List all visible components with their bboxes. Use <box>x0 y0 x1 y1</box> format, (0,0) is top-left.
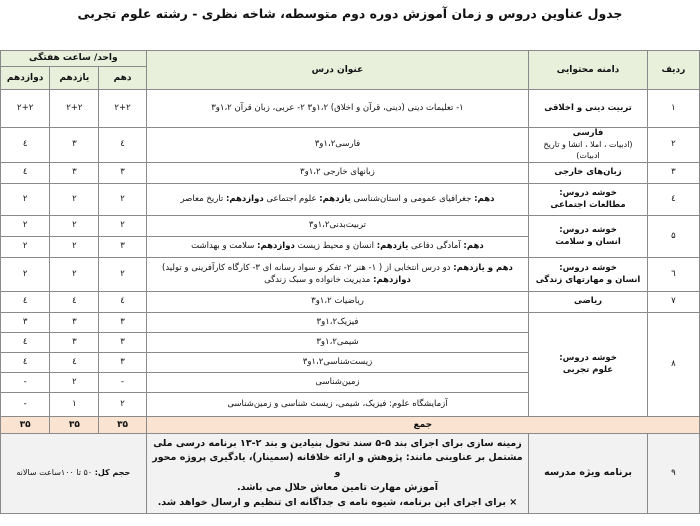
domain-cell <box>529 128 648 163</box>
domain-cell: تربیت دینی و اخلاقی <box>529 90 648 128</box>
special-program-row <box>1 434 700 514</box>
domain-sublabel: (ادبیات ، املا ، انشا و تاریخ ادبیات) <box>543 139 633 160</box>
course-text: دو درس انتخابی از ( ۱- هنر ۲- تفکر و سواد رسانه ای ۳- کارگاه کارآفرینی و تولید) <box>162 263 454 274</box>
grade11-cell: ۱ <box>50 393 99 417</box>
volume-cell <box>1 434 147 514</box>
grade12-cell: ۲+۲ <box>1 90 50 128</box>
header-grade11: یازدهم <box>50 67 99 90</box>
course-text: تاریخ معاصر <box>180 193 226 204</box>
course-cell: فارسی۱،۲و۳ <box>146 128 529 163</box>
grade11-cell: ۳ <box>50 313 99 333</box>
course-text: مدیریت خانواده و سبک زندگی <box>264 274 374 285</box>
radif-cell: ۵ <box>647 216 699 258</box>
table-row <box>1 128 700 163</box>
grade12-cell: ۲ <box>1 216 50 237</box>
sum-grade10: ۳۵ <box>99 417 146 434</box>
sum-grade11: ۳۵ <box>50 417 99 434</box>
course-cell <box>146 258 529 292</box>
domain-label: فارسی <box>572 128 604 139</box>
curriculum-table <box>0 50 700 514</box>
grade12-cell: ۲ <box>1 258 50 292</box>
course-cell: آزمایشگاه علوم: فیزیک، شیمی، زیست شناسی و زمین‌شناسی <box>146 393 529 417</box>
grade11-cell: ۳ <box>50 128 99 163</box>
grade12-cell: ۲ <box>1 184 50 216</box>
course-cell: زمین‌شناسی <box>146 373 529 393</box>
grade11-cell: ۲ <box>50 237 99 258</box>
page-title: جدول عناوین دروس و زمان آموزش دوره دوم متوسطه، شاخه نظری - رشته علوم تجربی <box>77 6 623 21</box>
table-row <box>1 313 700 333</box>
header-weekly-units: واحد/ ساعت هفتگی <box>1 51 147 67</box>
header-grade12: دوازدهم <box>1 67 50 90</box>
domain-sublabel: علوم تجربی <box>562 364 614 375</box>
table-row <box>1 184 700 216</box>
grade11-cell: ۲ <box>50 184 99 216</box>
grade12-cell: ٤ <box>1 128 50 163</box>
header-course-title: عنوان درس <box>146 51 529 90</box>
table-row <box>1 258 700 292</box>
domain-label: خوشه دروس: <box>559 263 617 274</box>
description-line: زمینه سازی برای اجرای بند ۵-۵ سند تحول بنیادین و بند ۲-۱۳ برنامه درسی ملی <box>153 437 522 449</box>
grade12-cell: ٤ <box>1 292 50 313</box>
grade10-cell: ۳ <box>99 237 146 258</box>
course-text: سلامت و بهداشت <box>191 241 258 252</box>
course-cell: شیمی۱،۲و۳ <box>146 333 529 353</box>
course-text: آمادگی دفاعی <box>408 241 464 252</box>
grade11-cell: ۲ <box>50 258 99 292</box>
grade-label: دهم: <box>463 241 484 252</box>
radif-cell: ٤ <box>647 184 699 216</box>
grade-label: دوازدهم: <box>257 241 295 252</box>
grade11-cell: ۳ <box>50 163 99 184</box>
table-row <box>1 216 700 237</box>
table-row <box>1 163 700 184</box>
course-text: علوم اجتماعی <box>263 193 320 204</box>
grade10-cell: ۳ <box>99 333 146 353</box>
grade-label: دهم: <box>474 193 495 204</box>
grade11-cell: ۳ <box>50 333 99 353</box>
course-cell <box>146 237 529 258</box>
grade12-cell: - <box>1 393 50 417</box>
course-cell: زبانهای خارجی ۱،۲و۳ <box>146 163 529 184</box>
header-grade10: دهم <box>99 67 146 90</box>
course-cell: فیزیک۱،۲و۳ <box>146 313 529 333</box>
radif-cell: ۳ <box>647 163 699 184</box>
domain-sublabel: انسان و سلامت <box>555 236 621 247</box>
grade-label: یازدهم: <box>319 193 351 204</box>
grade10-cell: ۲ <box>99 393 146 417</box>
course-text: انسان و محیط زیست <box>294 241 377 252</box>
course-cell: تربیت‌بدنی۱،۲و۳ <box>146 216 529 237</box>
grade10-cell: ۳ <box>99 353 146 373</box>
sum-label: جمع <box>146 417 699 434</box>
grade11-cell: ۲ <box>50 373 99 393</box>
grade-label: دوازدهم: <box>225 193 264 204</box>
description-line: مشتمل بر عناوینی مانند: پژوهش و ارائه خلاقانه (سمینار)، یادگیری پروژه محور و <box>152 452 523 479</box>
radif-cell: ۹ <box>647 434 699 514</box>
grade10-cell: ۳ <box>99 313 146 333</box>
grade12-cell: ٤ <box>1 353 50 373</box>
grade10-cell: ۲+۲ <box>99 90 146 128</box>
domain-cell <box>529 184 648 216</box>
description-line: × برای اجرای این برنامه، شیوه نامه ی جداگانه ای تنظیم و ارسال خواهد شد. <box>157 496 518 508</box>
radif-cell: ٦ <box>647 258 699 292</box>
domain-cell <box>529 216 648 258</box>
domain-label: خوشه دروس: <box>559 353 617 364</box>
table-row <box>1 90 700 128</box>
domain-sublabel: مطالعات اجتماعی <box>550 199 626 210</box>
volume-value: ۵۰ تا ۱۰۰ساعت سالانه <box>16 468 95 478</box>
description-line: آموزش مهارت تامین معاش حلال می باشد. <box>236 481 438 493</box>
special-description <box>146 434 529 514</box>
course-cell: ۱- تعلیمات دینی (دینی، قرآن و اخلاق) ۱،۲و۳ ۲- عربی، زبان قرآن ۱،۲و۳ <box>146 90 529 128</box>
grade-label: دهم و یازدهم: <box>453 263 513 274</box>
domain-cell <box>529 258 648 292</box>
course-cell: ریاضیات ۱،۲و۳ <box>146 292 529 313</box>
grade11-cell: ۲ <box>50 216 99 237</box>
header-row-1 <box>1 51 700 67</box>
grade-label: یازدهم: <box>376 241 409 252</box>
grade12-cell: ٤ <box>1 163 50 184</box>
grade10-cell: - <box>99 373 146 393</box>
domain-sublabel: انسان و مهارتهای زندگی <box>535 274 641 285</box>
grade10-cell: ۳ <box>99 163 146 184</box>
domain-cell: ریاضی <box>529 292 648 313</box>
table-row <box>1 292 700 313</box>
sum-grade12: ۳۵ <box>1 417 50 434</box>
sum-row <box>1 417 700 434</box>
domain-cell <box>529 313 648 417</box>
radif-cell: ۱ <box>647 90 699 128</box>
radif-cell: ۲ <box>647 128 699 163</box>
grade11-cell: ۲+۲ <box>50 90 99 128</box>
domain-label: خوشه دروس: <box>559 225 617 236</box>
grade12-cell: ۳ <box>1 313 50 333</box>
grade10-cell: ٤ <box>99 292 146 313</box>
grade12-cell: ۲ <box>1 237 50 258</box>
volume-label: حجم کل: <box>94 468 131 478</box>
grade11-cell: ٤ <box>50 353 99 373</box>
course-cell <box>146 184 529 216</box>
domain-label: خوشه دروس: <box>559 188 617 199</box>
course-cell: زیست‌شناسی۱،۲و۳ <box>146 353 529 373</box>
domain-cell: برنامه ویژه مدرسه <box>529 434 648 514</box>
grade12-cell: - <box>1 373 50 393</box>
grade10-cell: ۲ <box>99 184 146 216</box>
course-text: جغرافیای عمومی و استان‌شناسی <box>350 193 475 204</box>
header-radif: ردیف <box>647 51 699 90</box>
header-domain: دامنه محتوایی <box>529 51 648 90</box>
grade12-cell: ٤ <box>1 333 50 353</box>
radif-cell: ۸ <box>647 313 699 417</box>
grade-label: دوازدهم: <box>373 274 411 285</box>
radif-cell: ۷ <box>647 292 699 313</box>
grade11-cell: ٤ <box>50 292 99 313</box>
grade10-cell: ۲ <box>99 216 146 237</box>
domain-cell: زبان‌های خارجی <box>529 163 648 184</box>
grade10-cell: ۲ <box>99 258 146 292</box>
grade10-cell: ٤ <box>99 128 146 163</box>
